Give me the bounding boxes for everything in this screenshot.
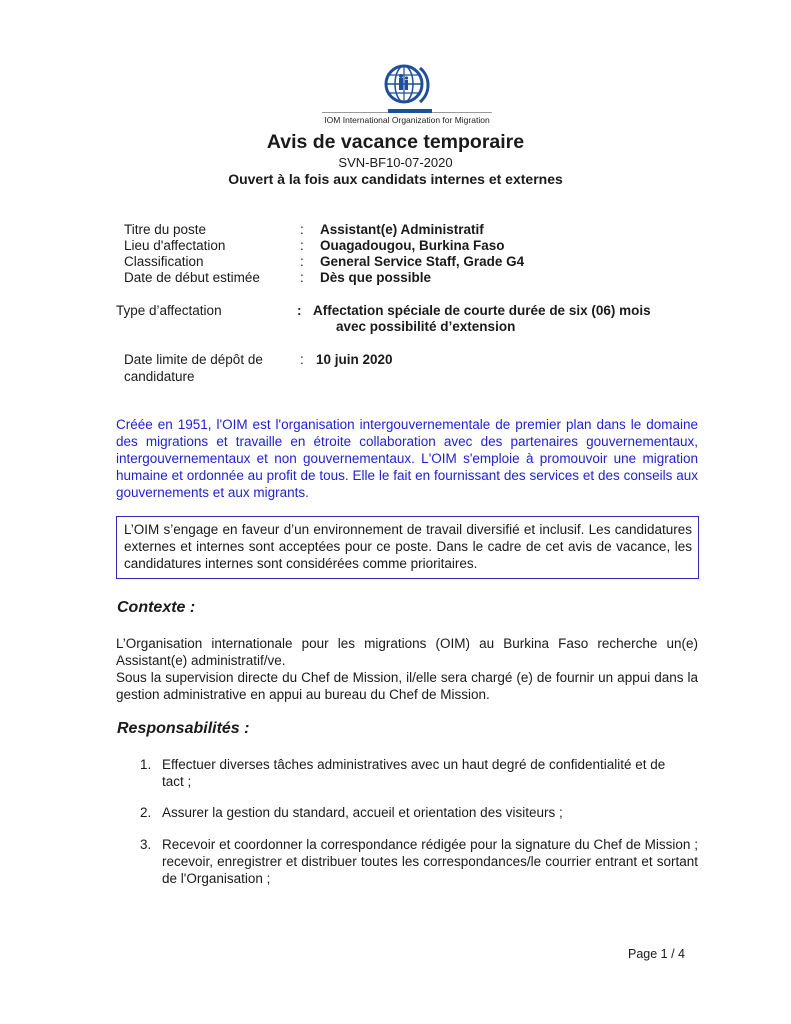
item-number: 2. xyxy=(140,805,152,820)
context-heading: Contexte : xyxy=(117,599,196,616)
field-label-classification: Classification xyxy=(124,254,204,269)
field-label-start-date: Date de début estimée xyxy=(124,270,260,285)
context-paragraph-1: L’Organisation internationale pour les migrations (OIM) au Burkina Faso recherche un(e) Assistant(e) administratif/ve. xyxy=(116,636,698,668)
item-number: 3. xyxy=(140,837,152,852)
field-colon: : xyxy=(300,270,304,285)
field-colon: : xyxy=(300,254,304,269)
field-label-title: Titre du poste xyxy=(124,222,207,237)
field-value-assignment-line1: Affectation spéciale de courte durée de six (06) mois xyxy=(313,303,651,318)
item-text: Effectuer diverses tâches administratives avec un haut degré de confidentialité et de tact ; xyxy=(162,757,666,789)
field-label-assignment-type: Type d’affectation xyxy=(116,303,222,318)
field-value-title: Assistant(e) Administratif xyxy=(320,222,484,237)
field-colon: : xyxy=(300,238,304,253)
field-colon: : xyxy=(300,222,304,237)
field-label-location: Lieu d'affectation xyxy=(124,238,226,253)
field-label-deadline: Date limite de dépôt de candidature xyxy=(124,352,263,384)
field-value-assignment-line2: avec possibilité d’extension xyxy=(336,319,516,334)
document-title: Avis de vacance temporaire xyxy=(266,131,525,153)
page-number: Page 1 / 4 xyxy=(628,947,685,961)
field-value-location: Ouagadougou, Burkina Faso xyxy=(320,238,505,253)
context-paragraph-2: Sous la supervision directe du Chef de Mission, il/elle sera chargé (e) de fournir un appui dans la gestion administrative en appui au bureau du Chef de Mission. xyxy=(116,670,698,702)
responsibilities-heading: Responsabilités : xyxy=(117,720,250,737)
iom-logo xyxy=(322,62,492,126)
field-colon: : xyxy=(300,352,304,367)
item-number: 1. xyxy=(140,757,152,772)
field-value-deadline: 10 juin 2020 xyxy=(316,352,393,367)
field-value-start-date: Dès que possible xyxy=(320,270,432,285)
logo-bar xyxy=(388,109,432,113)
document-subtitle: Ouvert à la fois aux candidats internes et externes xyxy=(228,171,563,187)
field-value-classification: General Service Staff, Grade G4 xyxy=(320,254,525,269)
item-text: Recevoir et coordonner la correspondance rédigée pour la signature du Chef de Mission ; recevoir, enregistrer et distribuer toutes les correspondances/le courrier entrant et sortant de l'Organisation ; xyxy=(162,837,698,886)
iom-intro-paragraph: Créée en 1951, l'OIM est l'organisation intergouvernementale de premier plan dans le domaine des migrations et travaille en étroite collaboration avec des partenaires gouvernementaux, intergouvernementaux et non gouvernementaux. L'OIM s'emploie à promouvoir une migration humaine et ordonnée au profit de tous. Elle le fait en fournissant des services et des conseils aux gouvernements et aux migrants. xyxy=(116,417,698,500)
logo-caption: IOM International Organization for Migration xyxy=(324,115,490,125)
vacancy-reference: SVN-BF10-07-2020 xyxy=(338,155,453,170)
field-colon: : xyxy=(297,303,302,318)
item-text: Assurer la gestion du standard, accueil et orientation des visiteurs ; xyxy=(162,805,563,820)
iom-globe-family-icon xyxy=(382,62,432,108)
diversity-notice-box: L’OIM s’engage en faveur d’un environnement de travail diversifié et inclusif. Les candidatures externes et internes sont acceptées pour ce poste. Dans le cadre de cet avis de vacance, les candidatures internes sont considérées comme prioritaires. xyxy=(116,516,699,579)
